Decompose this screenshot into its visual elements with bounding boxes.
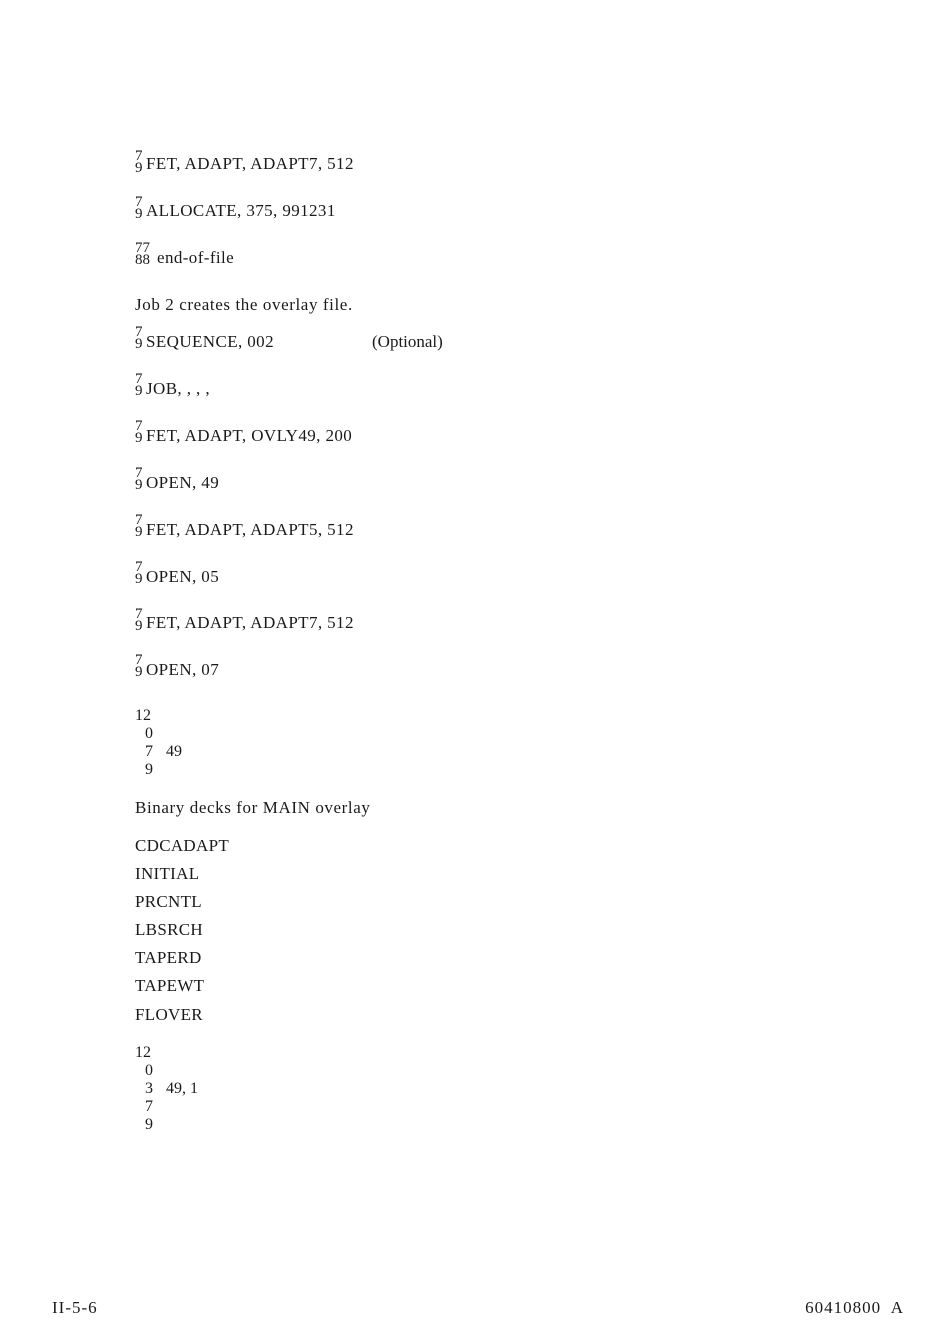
card-punch-bottom: 9 [135, 160, 143, 176]
card-punch-bottom: 9 [135, 664, 143, 680]
card-punch-top: 77 [135, 240, 150, 256]
card-punch-bottom: 88 [135, 252, 150, 268]
card-text: FET, ADAPT, ADAPT5, 512 [146, 520, 354, 539]
punch-row: 7 [145, 1098, 153, 1115]
binary-decks-heading: Binary decks for MAIN overlay [135, 798, 371, 817]
card-text: FET, ADAPT, ADAPT7, 512 [146, 154, 354, 173]
card-punch-top: 7 [135, 418, 143, 434]
optional-note: (Optional) [372, 332, 443, 351]
card-punch-bottom: 9 [135, 336, 143, 352]
card-text: FET, ADAPT, ADAPT7, 512 [146, 613, 354, 632]
punch-row: 0 [145, 725, 153, 742]
card-punch-bottom: 9 [135, 206, 143, 222]
card-punch-bottom: 9 [135, 383, 143, 399]
list-item: TAPERD [135, 948, 202, 967]
punch-card-value: 49 [166, 743, 182, 760]
card-punch-bottom: 9 [135, 618, 143, 634]
card-punch-bottom: 9 [135, 571, 143, 587]
punch-row: 3 [145, 1080, 153, 1097]
list-item: INITIAL [135, 864, 200, 883]
card-text: end-of-file [157, 248, 235, 267]
punch-row: 12 [135, 1044, 151, 1061]
card-punch-top: 7 [135, 652, 143, 668]
punch-row: 0 [145, 1062, 153, 1079]
card-text: OPEN, 49 [146, 473, 220, 492]
page-number: II-5-6 [52, 1298, 98, 1317]
card-punch-top: 7 [135, 194, 143, 210]
list-item: LBSRCH [135, 920, 203, 939]
card-punch-bottom: 9 [135, 477, 143, 493]
card-punch-top: 7 [135, 606, 143, 622]
list-item: TAPEWT [135, 976, 205, 995]
list-item: FLOVER [135, 1005, 203, 1024]
card-punch-top: 7 [135, 559, 143, 575]
card-text: OPEN, 07 [146, 660, 220, 679]
punch-row: 7 [145, 743, 153, 760]
card-punch-top: 7 [135, 512, 143, 528]
card-text: OPEN, 05 [146, 567, 220, 586]
card-punch-bottom: 9 [135, 430, 143, 446]
job2-heading: Job 2 creates the overlay file. [135, 295, 353, 314]
card-punch-top: 7 [135, 371, 143, 387]
punch-row: 12 [135, 707, 151, 724]
card-punch-top: 7 [135, 148, 143, 164]
list-item: CDCADAPT [135, 836, 230, 855]
document-number: 60410800 A [805, 1298, 904, 1317]
punch-card-value: 49, 1 [166, 1080, 198, 1097]
card-punch-top: 7 [135, 465, 143, 481]
list-item: PRCNTL [135, 892, 202, 911]
punch-row: 9 [145, 761, 153, 778]
card-punch-bottom: 9 [135, 524, 143, 540]
card-text: ALLOCATE, 375, 991231 [146, 201, 336, 220]
card-punch-top: 7 [135, 324, 143, 340]
punch-row: 9 [145, 1116, 153, 1133]
card-text: FET, ADAPT, OVLY49, 200 [146, 426, 353, 445]
card-text: JOB, , , , [146, 379, 210, 398]
card-text: SEQUENCE, 002 [146, 332, 274, 351]
